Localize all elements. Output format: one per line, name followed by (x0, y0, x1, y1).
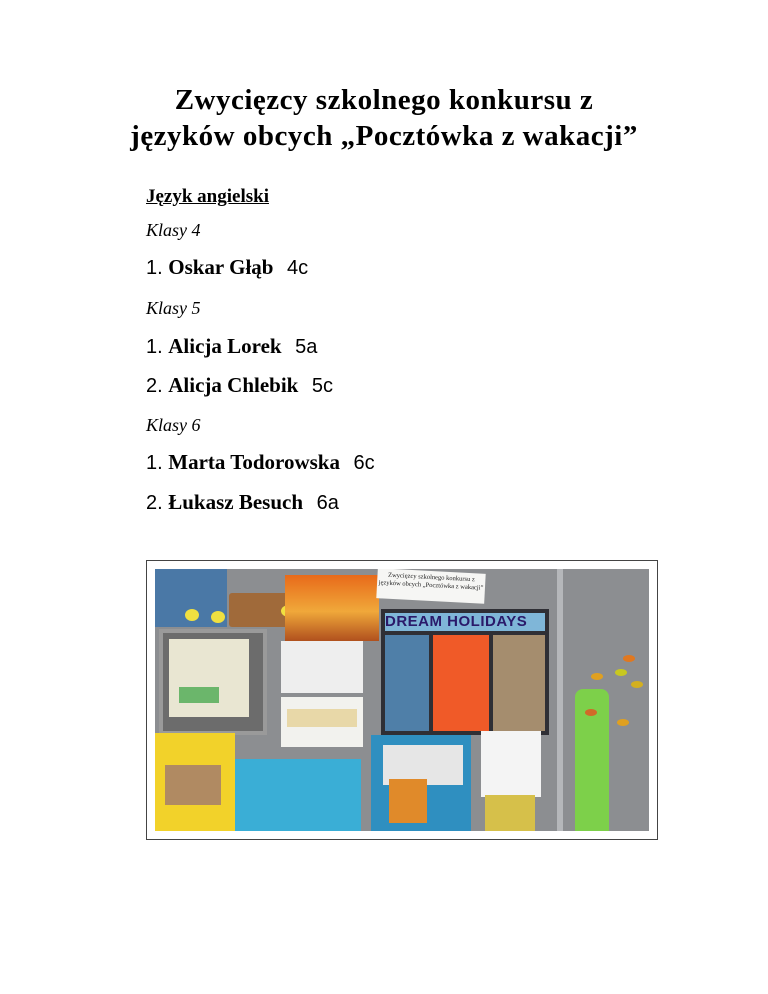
winner-entry (146, 255, 308, 280)
winner-grade: 5a (295, 336, 318, 358)
winner-entry (146, 450, 375, 475)
winner-entry (146, 490, 339, 515)
tree-leaf (615, 669, 627, 676)
winner-grade: 5c (311, 375, 334, 397)
winner-entry (146, 334, 317, 359)
postcard-image (485, 795, 535, 831)
handwritten-postcard (281, 641, 363, 693)
winner-grade: 6a (316, 492, 339, 514)
postcard-detail (287, 709, 357, 727)
board-caption-card: Zwycięzcy szkolnego konkursu z języków obcych „Pocztówka z wakacji” (376, 569, 485, 604)
printed-list-sheet (481, 731, 541, 797)
page-title (0, 82, 768, 154)
postcard-photo (389, 779, 427, 823)
poster-text-panel (433, 635, 489, 731)
winner-place: 1. (146, 336, 163, 358)
board-background (155, 569, 649, 831)
sunset-postcard (285, 575, 379, 641)
class-label: Klasy 6 (146, 415, 201, 435)
language-heading: Język angielski (146, 186, 269, 207)
poster-photo (493, 635, 545, 731)
class-label: Klasy 5 (146, 298, 201, 318)
tree-leaf (617, 719, 629, 726)
postcard-photo (165, 765, 221, 805)
winner-place: 1. (146, 452, 163, 474)
winner-name: Łukasz Besuch (168, 490, 304, 514)
title-line-1: Zwycięzcy szkolnego konkursu z (174, 84, 594, 116)
yellow-decoration (211, 611, 225, 623)
tree-leaf (631, 681, 643, 688)
wall-divider (557, 569, 563, 831)
poster-photo (385, 635, 429, 731)
dream-holidays-poster (381, 609, 549, 735)
tree-leaf (623, 655, 635, 662)
tree-leaf (585, 709, 597, 716)
drawing-detail (179, 687, 219, 703)
yellow-decoration (185, 609, 199, 621)
tree-leaf (591, 673, 603, 680)
blue-postcard (231, 759, 361, 831)
winner-grade: 6c (353, 452, 375, 474)
winner-name: Marta Todorowska (168, 450, 340, 474)
winner-place: 2. (146, 492, 163, 514)
poster-title: DREAM HOLIDAYS (385, 613, 545, 631)
winner-entry (146, 373, 333, 398)
title-line-2: języków obcych „Pocztówka z wakacji” (130, 120, 638, 152)
class-label: Klasy 4 (146, 220, 201, 240)
winner-place: 1. (146, 257, 163, 279)
drawing-paper (169, 639, 249, 717)
bulletin-board-photo (146, 560, 658, 840)
winner-grade: 4c (287, 257, 309, 279)
winner-name: Oskar Głąb (168, 255, 274, 279)
winner-name: Alicja Chlebik (168, 373, 299, 397)
winner-place: 2. (146, 375, 163, 397)
winner-name: Alicja Lorek (168, 334, 282, 358)
